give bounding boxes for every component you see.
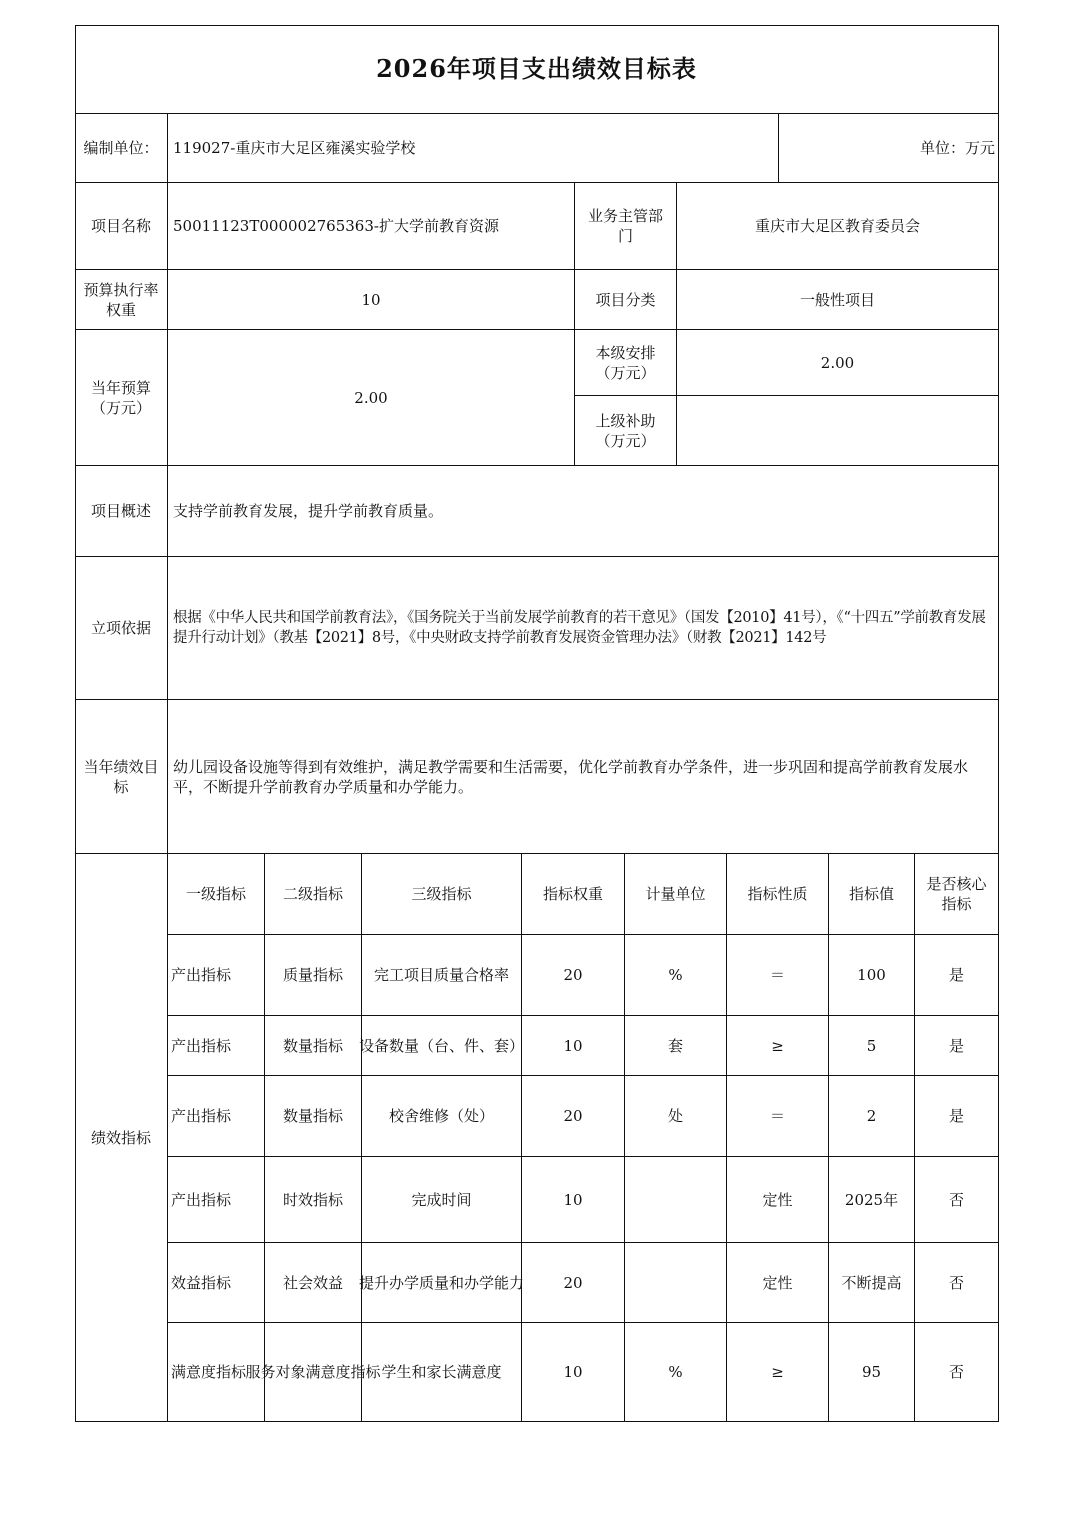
hdr-unit: 计量单位 [625,854,727,935]
indicator-level1: 产出指标 [168,1076,265,1157]
budget-value: 2.00 [168,330,575,466]
indicator-level2: 社会效益 [265,1243,362,1323]
indicator-nature: ≥ [727,1016,829,1076]
indicator-level1: 产出指标 [168,935,265,1016]
indicator-level2: 质量指标 [265,935,362,1016]
indicator-value: 5 [829,1016,915,1076]
indicator-level1: 产出指标 [168,1157,265,1243]
upper-value [677,396,999,466]
indicator-core: 是 [915,935,999,1016]
local-value: 2.00 [677,330,999,396]
hdr-level2: 二级指标 [265,854,362,935]
indicator-level2: 数量指标 [265,1076,362,1157]
indicator-value: 不断提高 [829,1243,915,1323]
budget-label: 当年预算（万元） [75,330,168,466]
indicator-level1: 产出指标 [168,1016,265,1076]
indicator-level3: 校舍维修（处） [362,1076,522,1157]
indicator-nature: ≥ [727,1323,829,1422]
dept-label: 业务主管部门 [575,183,677,270]
indicator-nature: 定性 [727,1157,829,1243]
org-value: 119027-重庆市大足区雍溪实验学校 [168,114,779,183]
indicator-value: 2025年 [829,1157,915,1243]
hdr-level1: 一级指标 [168,854,265,935]
project-name-label: 项目名称 [75,183,168,270]
indicator-level2: 服务对象满意度指标 [265,1323,362,1422]
rate-value: 10 [168,270,575,330]
indicator-level1: 效益指标 [168,1243,265,1323]
basis-label: 立项依据 [75,557,168,700]
dept-value: 重庆市大足区教育委员会 [677,183,999,270]
indicator-level3: 提升办学质量和办学能力 [362,1243,522,1323]
sheet-title: 2026年项目支出绩效目标表 [75,25,999,114]
overview-label: 项目概述 [75,466,168,557]
overview-value: 支持学前教育发展，提升学前教育质量。 [168,466,999,557]
indicator-value: 2 [829,1076,915,1157]
local-label: 本级安排（万元） [575,330,677,396]
hdr-nature: 指标性质 [727,854,829,935]
indicator-level3: 设备数量（台、件、套） [362,1016,522,1076]
upper-label: 上级补助（万元） [575,396,677,466]
indicator-nature: 定性 [727,1243,829,1323]
project-name-value: 50011123T000002765363-扩大学前教育资源 [168,183,575,270]
rate-label: 预算执行率权重 [75,270,168,330]
indicator-weight: 20 [522,1076,625,1157]
indicator-unit: 套 [625,1016,727,1076]
indicator-unit [625,1243,727,1323]
org-label: 编制单位： [75,114,168,183]
indicator-level2: 时效指标 [265,1157,362,1243]
indicator-level3: 完工项目质量合格率 [362,935,522,1016]
goal-value: 幼儿园设备设施等得到有效维护，满足教学需要和生活需要，优化学前教育办学条件，进一步巩固和提高学前教育发展水平，不断提升学前教育办学质量和办学能力。 [168,700,999,854]
indicator-weight: 10 [522,1157,625,1243]
unit-label: 单位：万元 [779,114,999,183]
hdr-weight: 指标权重 [522,854,625,935]
indicators-section-label: 绩效指标 [75,854,168,1422]
performance-target-sheet [75,25,999,1422]
indicator-nature: ＝ [727,1076,829,1157]
indicator-unit: % [625,935,727,1016]
indicator-nature: ＝ [727,935,829,1016]
indicator-weight: 20 [522,935,625,1016]
hdr-core: 是否核心指标 [915,854,999,935]
indicator-weight: 10 [522,1016,625,1076]
category-label: 项目分类 [575,270,677,330]
hdr-level3: 三级指标 [362,854,522,935]
indicator-weight: 10 [522,1323,625,1422]
basis-value: 根据《中华人民共和国学前教育法》，《国务院关于当前发展学前教育的若干意见》（国发【2010】41号），《“十四五”学前教育发展提升行动计划》（教基【2021】8号，《中央财政支持学前教育发展资金管理办法》（财教【2021】142号 [168,557,999,700]
indicator-core: 否 [915,1157,999,1243]
hdr-value: 指标值 [829,854,915,935]
indicator-core: 否 [915,1243,999,1323]
indicator-unit: 处 [625,1076,727,1157]
indicator-unit [625,1157,727,1243]
indicator-level2: 数量指标 [265,1016,362,1076]
indicator-value: 95 [829,1323,915,1422]
indicator-level3: 完成时间 [362,1157,522,1243]
indicator-core: 否 [915,1323,999,1422]
indicator-weight: 20 [522,1243,625,1323]
indicator-value: 100 [829,935,915,1016]
goal-label: 当年绩效目标 [75,700,168,854]
category-value: 一般性项目 [677,270,999,330]
indicator-level3: 学生和家长满意度 [362,1323,522,1422]
indicator-level1: 满意度指标 [168,1323,265,1422]
indicator-core: 是 [915,1016,999,1076]
indicator-core: 是 [915,1076,999,1157]
indicator-unit: % [625,1323,727,1422]
